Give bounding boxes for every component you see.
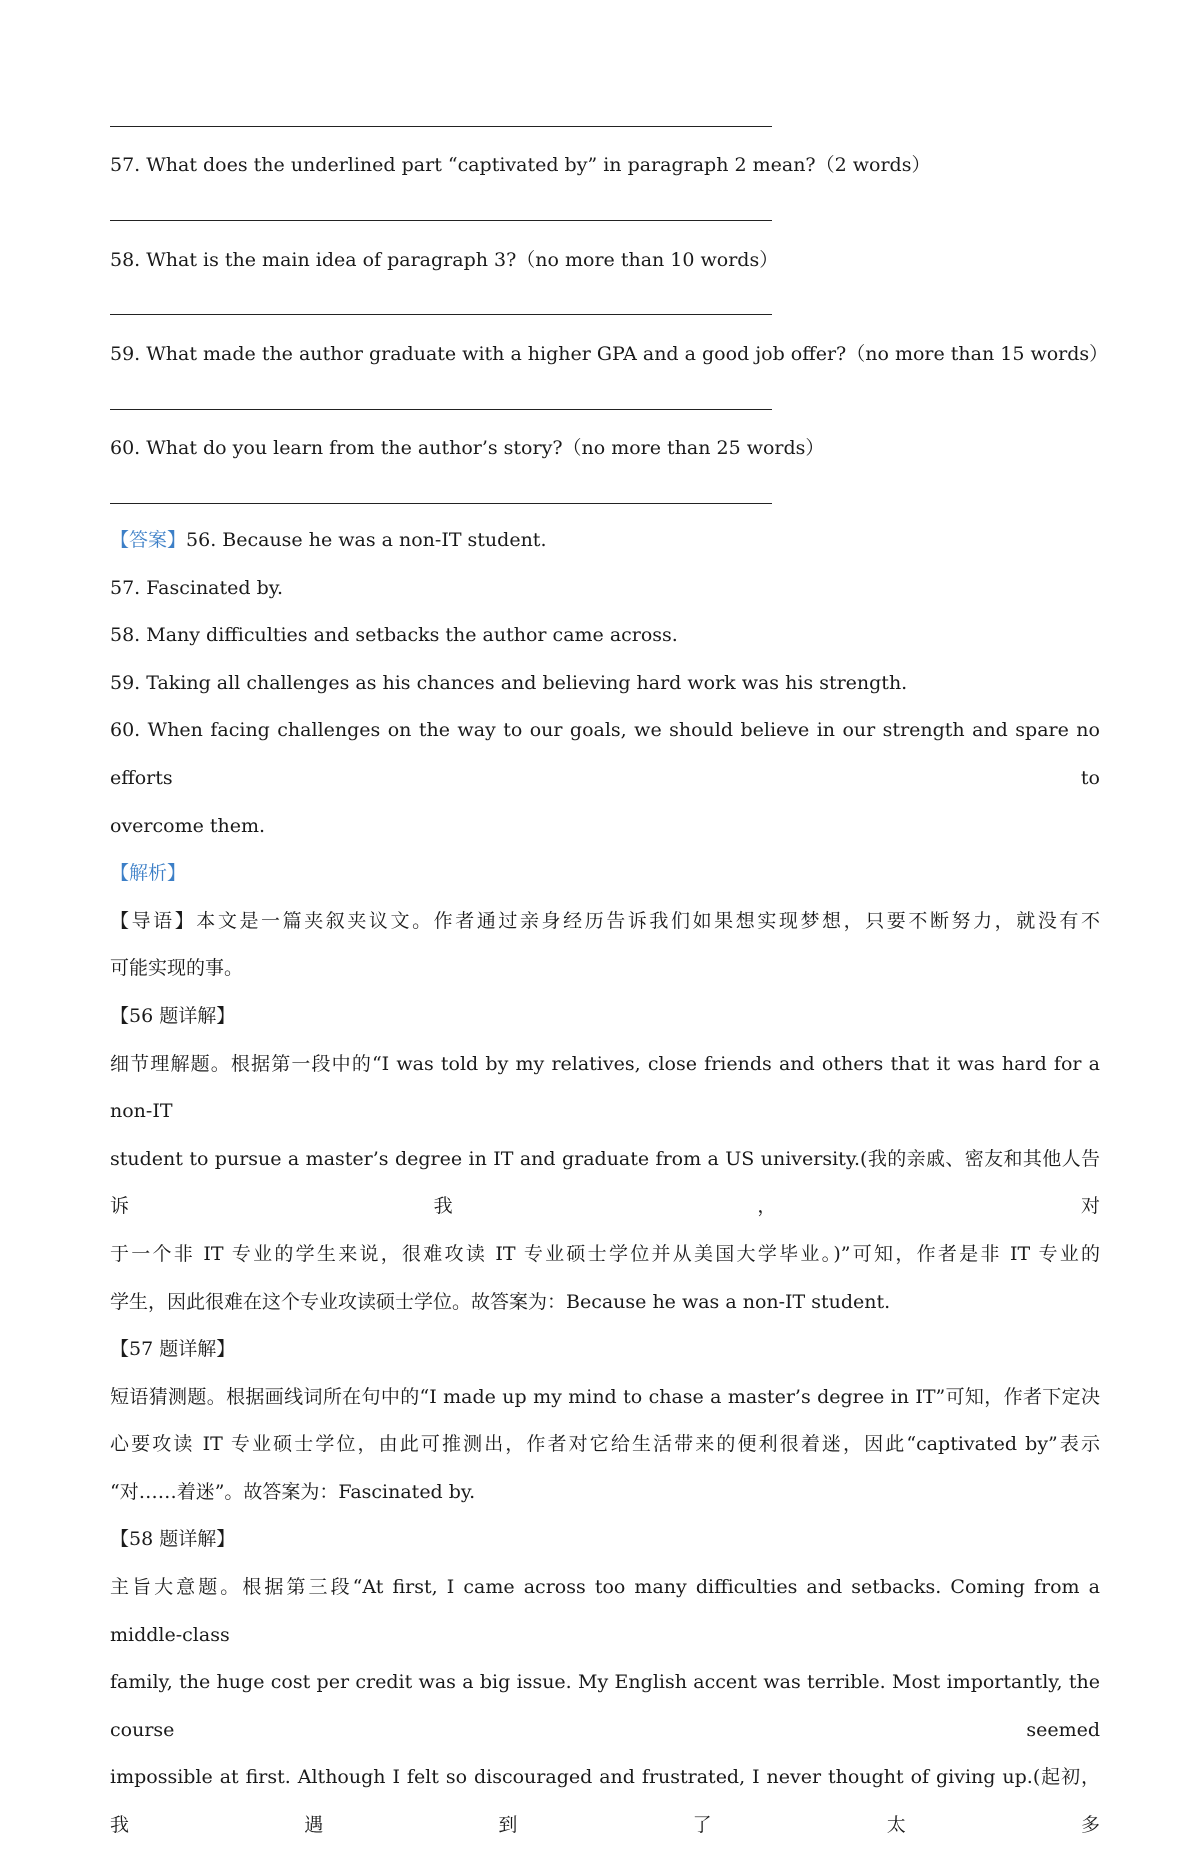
q56-heading: 【56 题详解】 <box>110 1004 236 1027</box>
analysis-label: 【解析】 <box>110 862 187 885</box>
question-60: 60. What do you learn from the author’s story?（no more than 25 words） <box>110 437 825 459</box>
q58-heading: 【58 题详解】 <box>110 1528 236 1551</box>
question-58: 58. What is the main idea of paragraph 3?（no more than 10 words） <box>110 249 779 271</box>
answer-58: 58. Many difficulties and setbacks the author came across. <box>110 624 678 647</box>
q57-heading: 【57 题详解】 <box>110 1338 236 1361</box>
answer-analysis-section <box>110 517 1100 1850</box>
q58-line-1: 主旨大意题。根据第三段“At first, I came across too many difficulties and setbacks. Coming from a middle-class <box>110 1576 1100 1646</box>
q56-line-3: 于一个非 IT 专业的学生来说，很难攻读 IT 专业硕士学位并从美国大学毕业。)”可知，作者是非 IT 专业的 <box>110 1242 1100 1265</box>
answer-57: 57. Fascinated by. <box>110 576 284 599</box>
answer-blank-line[interactable] <box>110 314 772 315</box>
answer-label: 【答案】 <box>110 529 187 551</box>
q57-line-2: 心要攻读 IT 专业硕士学位，由此可推测出，作者对它给生活带来的便利很着迷，因此“captivated by”表示 <box>110 1433 1100 1456</box>
answer-56-line <box>110 517 1100 565</box>
answer-60-line-2: overcome them. <box>110 814 266 837</box>
q56-line-2: student to pursue a master’s degree in IT and graduate from a US university.(我的亲戚、密友和其他人告诉我，对 <box>110 1147 1100 1218</box>
answer-blank-line[interactable] <box>110 126 772 127</box>
q56-line-4: 学生，因此很难在这个专业攻读硕士学位。故答案为：Because he was a non-IT student. <box>110 1290 891 1313</box>
answer-blank-line[interactable] <box>110 220 772 221</box>
question-59: 59. What made the author graduate with a higher GPA and a good job offer?（no more than 15 words） <box>110 343 1109 365</box>
answer-59: 59. Taking all challenges as his chances and believing hard work was his strength. <box>110 671 908 694</box>
answer-56: 56. Because he was a non-IT student. <box>186 529 547 551</box>
q57-line-1: 短语猜测题。根据画线词所在句中的“I made up my mind to chase a master’s degree in IT”可知，作者下定决 <box>110 1385 1100 1408</box>
intro-line-1: 【导语】本文是一篇夹叙夹议文。作者通过亲身经历告诉我们如果想实现梦想，只要不断努力，就没有不 <box>110 909 1100 932</box>
q58-line-2: family, the huge cost per credit was a big issue. My English accent was terrible. Most importantly, the course seemed <box>110 1671 1100 1741</box>
answer-blank-line[interactable] <box>110 503 772 504</box>
q57-line-3: “对……着迷”。故答案为：Fascinated by. <box>110 1480 476 1503</box>
intro-line-2: 可能实现的事。 <box>110 957 244 980</box>
question-57: 57. What does the underlined part “captivated by” in paragraph 2 mean?（2 words） <box>110 154 931 176</box>
answer-60-line-1: 60. When facing challenges on the way to our goals, we should believe in our strength and spare no efforts to <box>110 719 1100 789</box>
answer-blank-line[interactable] <box>110 409 772 410</box>
q56-line-1: 细节理解题。根据第一段中的“I was told by my relatives, close friends and others that it was hard for a non-IT <box>110 1052 1100 1123</box>
q58-line-3: impossible at first. Although I felt so discouraged and frustrated, I never thought of giving up.(起初，我遇到了太多 <box>110 1766 1100 1837</box>
